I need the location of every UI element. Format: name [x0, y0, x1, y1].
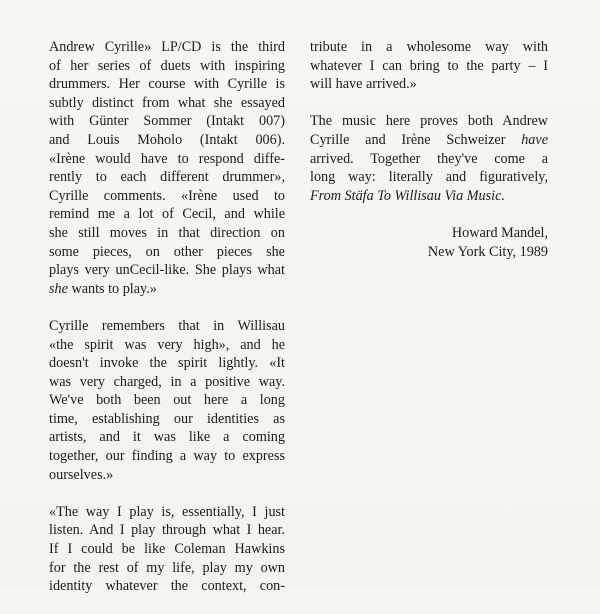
text-fragment: wants to play.» — [67, 280, 157, 297]
text-line: some pieces, on other pieces she — [49, 243, 285, 260]
text-line: time, establishing our identities as — [49, 410, 285, 427]
text-line: arrived. Together they've come a — [310, 150, 548, 167]
paragraph-willisau-spirit — [49, 317, 285, 484]
text-line: for the rest of my life, play my own — [49, 559, 285, 576]
text-line: The music here proves both Andrew — [310, 113, 548, 130]
text-line: she still moves in that direction on — [49, 224, 285, 241]
text-line: ourselves.» — [49, 466, 114, 483]
text-line: «Irène would have to respond diffe- — [49, 150, 285, 167]
text-line: «The way I play is, essentially, I just — [49, 503, 285, 520]
text-line: rently to each different drummer», — [49, 169, 285, 186]
text-line: plays very unCecil-like. She plays what — [49, 262, 285, 279]
text-line: «the spirit was very high», and he — [49, 336, 285, 353]
text-line: listen. And I play through what I hear. — [49, 522, 285, 539]
text-line — [310, 131, 548, 150]
text-line: If I could be like Coleman Hawkins — [49, 541, 285, 558]
text-line: with Günter Sommer (Intakt 007) — [49, 113, 285, 130]
text-line — [49, 280, 285, 299]
author-place-date: New York City, 1989 — [427, 243, 548, 260]
text-fragment: Cyrille and Irène Schweizer — [310, 131, 522, 148]
text-line: and Louis Moholo (Intakt 006). — [49, 131, 285, 148]
text-line: was very charged, in a positive way. — [49, 373, 285, 390]
paragraph-conclusion — [310, 112, 548, 205]
text-line — [310, 187, 548, 206]
right-column — [310, 38, 548, 261]
text-line: We've both been out here a long — [49, 392, 285, 409]
text-line: Andrew Cyrille» LP/CD is the third — [49, 39, 285, 55]
emphasis-she: she — [49, 280, 68, 297]
author-name: Howard Mandel, — [451, 224, 548, 241]
text-line: artists, and it was like a coming — [49, 429, 285, 446]
text-line: subtly distinct from what she essayed — [49, 94, 285, 111]
text-line: Cyrille remembers that in Willisau — [49, 317, 285, 334]
text-line: doesn't invoke the spirit lightly. «It — [49, 355, 285, 372]
author-signature — [310, 224, 548, 261]
text-line: identity whatever the context, con- — [49, 578, 285, 595]
paragraph-way-i-play — [49, 503, 285, 596]
text-line: drummers. Her course with Cyrille is — [49, 76, 285, 93]
paragraph-duets — [49, 38, 285, 298]
text-line: whatever I can bring to the party – I — [310, 57, 548, 74]
text-line: together, our finding a way to express — [49, 448, 285, 465]
left-column — [49, 38, 285, 614]
paragraph-continuation — [310, 38, 548, 94]
album-title: From Stäfa To Willisau Via Music. — [310, 187, 505, 204]
text-line: Cyrille comments. «Irène used to — [49, 187, 285, 204]
text-line: of her series of duets with inspiring — [49, 57, 285, 74]
emphasis-have: have — [521, 131, 548, 148]
text-line: remind me a lot of Cecil, and while — [49, 206, 285, 223]
text-line: will have arrived.» — [310, 76, 417, 93]
text-line: tribute in a wholesome way with — [310, 39, 548, 55]
text-line: long way: literally and figuratively, — [310, 169, 548, 186]
